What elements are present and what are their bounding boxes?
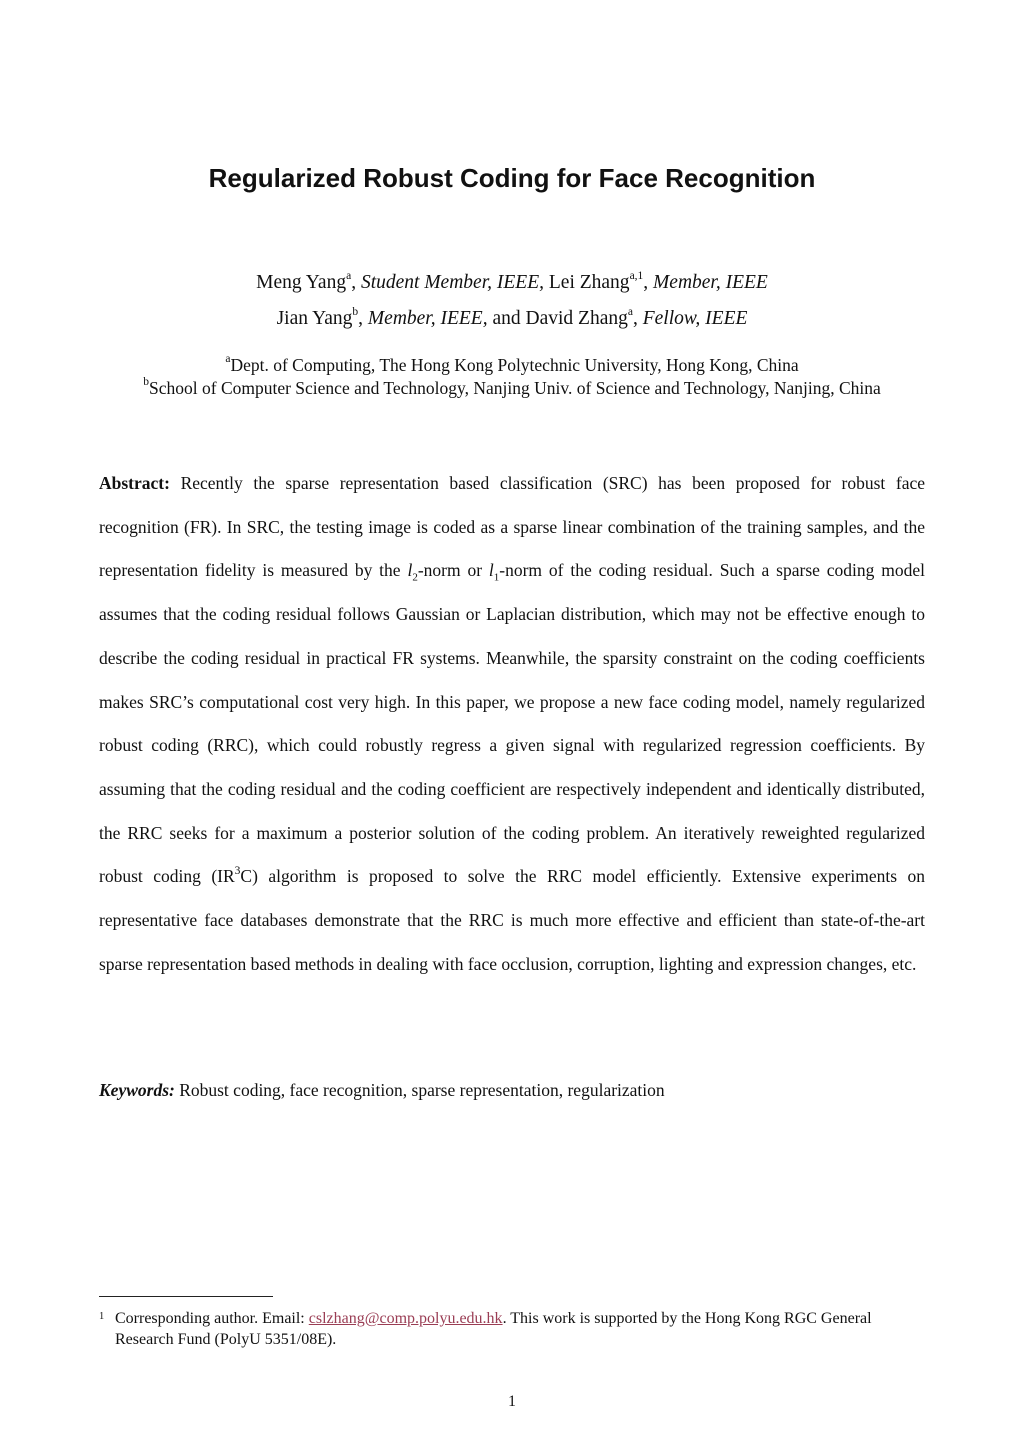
- footnote-text: . This work is supported by the Hong Kong RGC General: [502, 1310, 872, 1327]
- author-superscript: b: [352, 305, 359, 318]
- keywords-line: [99, 1076, 925, 1104]
- email-link[interactable]: cslzhang@comp.polyu.edu.hk: [308, 1310, 503, 1327]
- abstract-label: Abstract:: [99, 473, 170, 493]
- norm-symbol: l: [407, 560, 413, 581]
- footnote-divider: [99, 1296, 273, 1297]
- author-line-1: Meng Yang$^a$, Student Member, IEEE, Lei Zhang$^{a,1}$, Member, IEEE: [256, 269, 768, 293]
- affiliation-line: [0, 377, 1024, 400]
- abstract-text: -norm or: [417, 560, 483, 581]
- author-line-2: Jian Yang$^b$, Member, IEEE, and David Zhang$^a$, Fellow, IEEE: [276, 305, 748, 329]
- author-name: Meng Yang: [256, 272, 347, 293]
- author-name: David Zhang: [525, 308, 628, 329]
- author-name: Lei Zhang: [548, 272, 630, 293]
- footnote-marker: 1: [99, 1311, 105, 1322]
- author-name: Jian Yang: [276, 308, 353, 329]
- affiliation-superscript: a: [225, 353, 231, 366]
- paper-title: Regularized Robust Coding for Face Recognition: [208, 163, 816, 193]
- author-superscript: a,1: [629, 269, 644, 282]
- author-membership: Student Member, IEEE,: [360, 272, 544, 293]
- abstract-superscript: 3: [234, 864, 241, 877]
- keywords-text: Robust coding, face recognition, sparse representation, regularization: [179, 1080, 665, 1100]
- norm-subscript: 2: [412, 571, 418, 584]
- page-number: 1: [508, 1393, 516, 1410]
- footnote-text: Corresponding author. Email:: [115, 1310, 305, 1327]
- abstract-text: Recently the sparse representation based classification (SRC) has been proposed for robust face recognition (FR). In SRC, the testing image is coded as a sparse linear combination of the training samples, and the representation fidelity is measured by the: [99, 473, 926, 581]
- affiliation-text: School of Computer Science and Technology, Nanjing Univ. of Science and Technology, Nanjing, China: [149, 378, 881, 398]
- affiliation-block: [0, 354, 1024, 400]
- footnote: [99, 1308, 927, 1350]
- footnote-text: Research Fund (PolyU 5351/08E).: [115, 1331, 337, 1348]
- norm-subscript: 1: [493, 571, 500, 584]
- author-block: [0, 268, 1024, 340]
- author-superscript: a: [346, 269, 352, 282]
- author-membership: Fellow, IEEE: [642, 308, 748, 329]
- affiliation-line: [0, 354, 1024, 377]
- abstract-text: -norm of the coding residual. Such a sparse coding model assumes that the coding residual follows Gaussian or Laplacian distribution, which may not be effective enough to describe the coding residual in practical FR systems. Meanwhile, the sparsity constraint on the coding coefficients makes SRC’s computational cost very high. In this paper, we propose a new face coding model, namely regularized robust coding (RRC), which could robustly regress a given signal with regularized regression coefficients. By assuming that the coding residual and the coding coefficient are respectively independent and identically distributed, the RRC seeks for a maximum a posterior solution of the coding problem. An iteratively reweighted regularized robust coding (IR: [99, 560, 925, 887]
- author-membership: Member, IEEE,: [367, 308, 488, 329]
- affiliation-superscript: b: [143, 376, 149, 389]
- author-conjunction: and: [492, 308, 521, 329]
- keywords-label: Keywords:: [99, 1080, 175, 1100]
- affiliation-text: Dept. of Computing, The Hong Kong Polytechnic University, Hong Kong, China: [230, 355, 799, 375]
- author-membership: Member, IEEE: [653, 272, 768, 293]
- author-superscript: a: [627, 305, 633, 318]
- abstract-paragraph: [99, 462, 925, 986]
- abstract-text: C) algorithm is proposed to solve the RRC model efficiently. Extensive experiments on representative face databases demonstrate that the RRC is much more effective and efficient than state-of-the-art sparse representation based methods in dealing with face occlusion, corruption, lighting and expression changes, etc.: [99, 866, 925, 974]
- norm-symbol: l: [488, 560, 494, 581]
